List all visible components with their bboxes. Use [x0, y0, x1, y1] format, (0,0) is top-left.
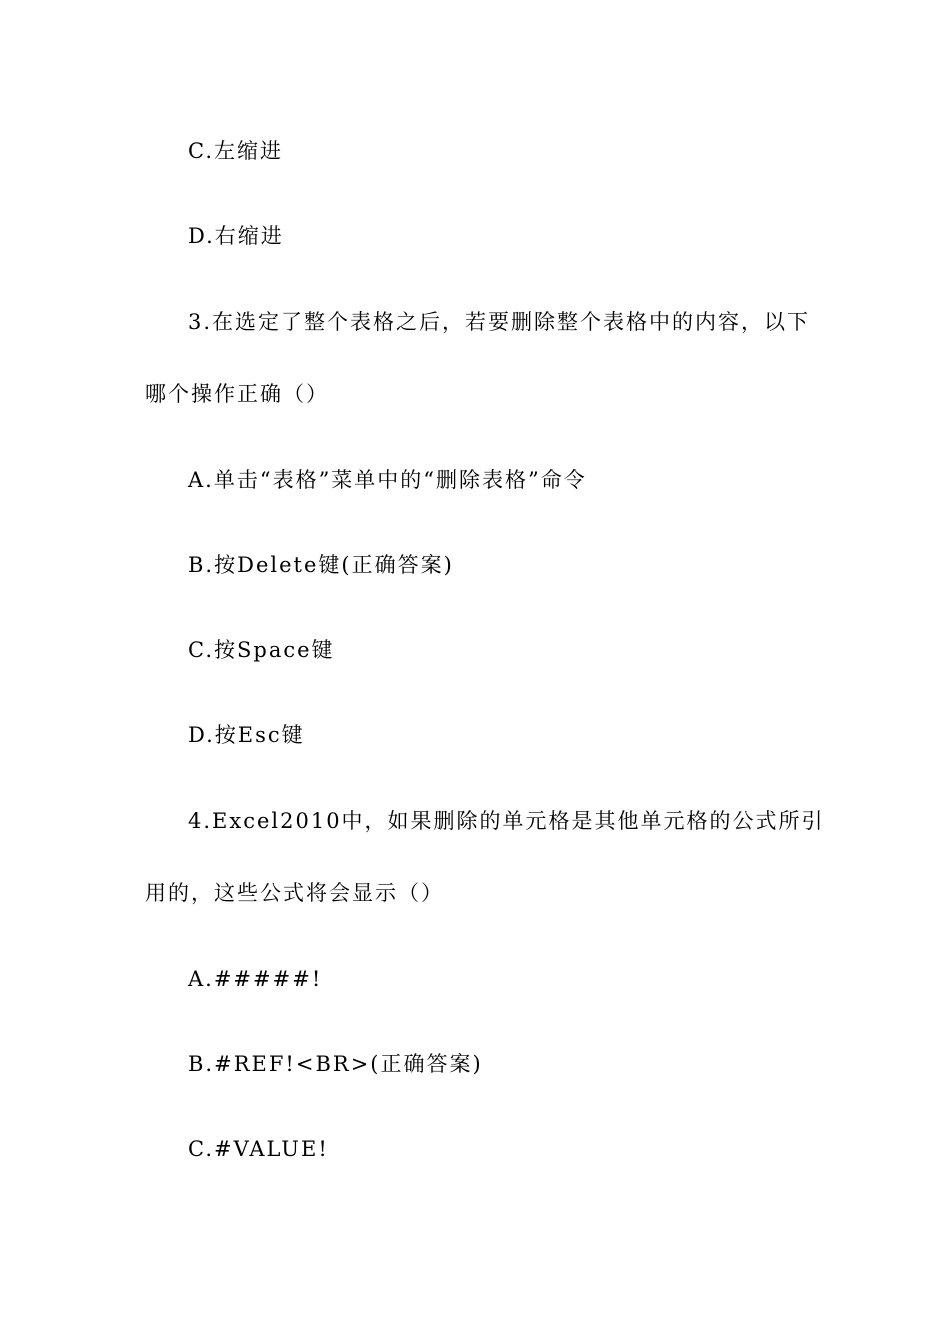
option-a-hashes: A.#####! [188, 967, 323, 991]
option-b-delete-key: B.按Delete键(正确答案) [188, 553, 454, 577]
option-b-ref-error: B.#REF!<BR>(正确答案) [188, 1052, 483, 1076]
option-c-space-key: C.按Space键 [188, 638, 335, 662]
question-3-line-2: 哪个操作正确（） [145, 382, 329, 406]
question-4-line-2: 用的，这些公式将会显示（） [145, 881, 444, 905]
option-d-esc-key: D.按Esc键 [188, 723, 305, 747]
option-c-value-error: C.#VALUE! [188, 1137, 329, 1161]
option-a-delete-table: A.单击“表格”菜单中的“删除表格”命令 [188, 468, 587, 492]
option-c-left-indent: C.左缩进 [188, 139, 283, 163]
question-4-line-1: 4.Excel2010中，如果删除的单元格是其他单元格的公式所引 [188, 809, 825, 833]
question-3-line-1: 3.在选定了整个表格之后，若要删除整个表格中的内容，以下 [188, 310, 811, 334]
option-d-right-indent: D.右缩进 [188, 224, 284, 248]
